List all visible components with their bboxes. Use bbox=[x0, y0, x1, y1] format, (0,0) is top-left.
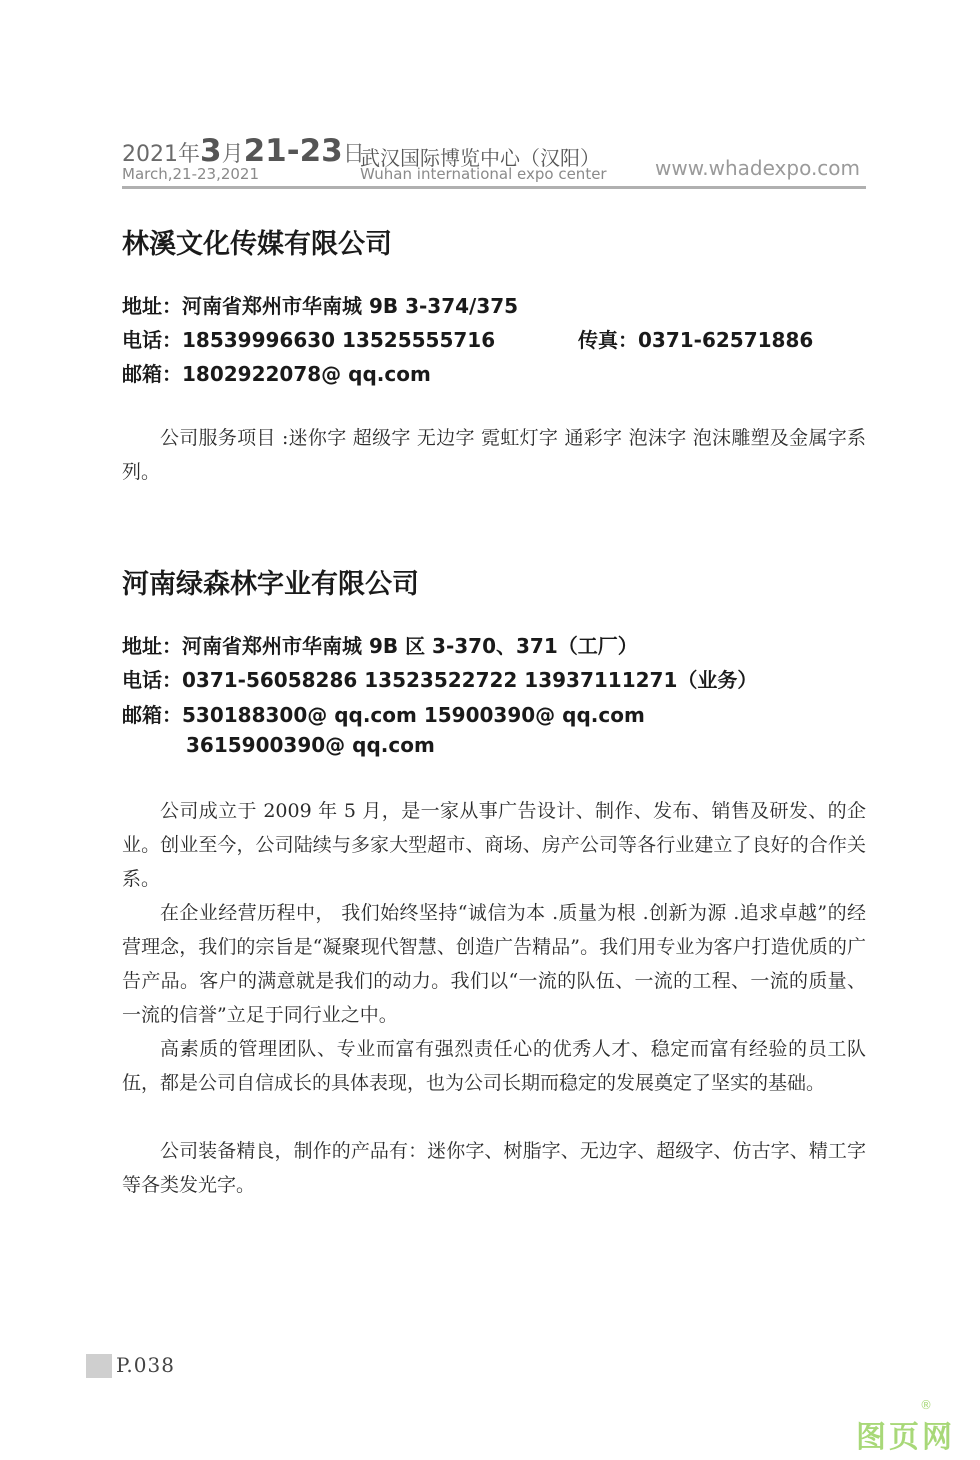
company1-services: 公司服务项目 :迷你字 超级字 无边字 霓虹灯字 通彩字 泡沫字 泡沫雕塑及金属字系列。 bbox=[122, 427, 866, 483]
page-number-marker bbox=[86, 1354, 112, 1378]
event-venue-en: Wuhan international expo center bbox=[360, 165, 607, 183]
company2-paragraph: 在企业经营历程中， 我们始终坚持“诚信为本 .质量为根 .创新为源 .追求卓越”的经营理念，我们的宗旨是“凝聚现代智慧、创造广告精品”。我们用专业为客户打造优质的广告产品。客户的满意就是我们的动力。我们以“一流的队伍、一流的工程、一流的质量、一流的信誉”立足于同行业之中。 bbox=[122, 902, 866, 1026]
event-website[interactable]: www.whadexpo.com bbox=[655, 156, 861, 180]
company2-paragraph: 高素质的管理团队、专业而富有强烈责任心的优秀人才、稳定而富有经验的员工队伍，都是公司自信成长的具体表现，也为公司长期而稳定的发展奠定了坚实的基础。 bbox=[122, 1038, 866, 1094]
watermark-logo: 图页网 bbox=[856, 1420, 955, 1455]
company1-name: 林溪文化传媒有限公司 bbox=[122, 229, 392, 260]
company2-phone: 电话：0371-56058286 13523522722 13937111271（业务） bbox=[122, 668, 758, 692]
event-date-en: March,21-23,2021 bbox=[122, 165, 260, 183]
event-venue: 武汉国际博览中心（汉阳） bbox=[360, 146, 600, 170]
header-divider bbox=[122, 186, 866, 189]
company2-paragraph: 公司成立于 2009 年 5 月，是一家从事广告设计、制作、发布、销售及研发、的企业。创业至今，公司陆续与多家大型超市、商场、房产公司等各行业建立了良好的合作关系。 bbox=[122, 800, 866, 890]
company2-paragraph: 公司装备精良，制作的产品有：迷你字、树脂字、无边字、超级字、仿古字、精工字等各类发光字。 bbox=[122, 1140, 866, 1196]
company1-address: 地址：河南省郑州市华南城 9B 3-374/375 bbox=[122, 294, 519, 318]
company1-phone: 电话：18539996630 13525555716 bbox=[122, 328, 496, 352]
company2-email-extra: 3615900390@ qq.com bbox=[186, 733, 435, 757]
event-date: 2021年3月21-23日 bbox=[122, 133, 365, 169]
page-number: P.038 bbox=[116, 1353, 175, 1377]
registered-mark: ® bbox=[920, 1398, 932, 1412]
company1-email: 邮箱：1802922078@ qq.com bbox=[122, 362, 431, 386]
company2-email: 邮箱：530188300@ qq.com 15900390@ qq.com bbox=[122, 703, 645, 727]
company2-address: 地址：河南省郑州市华南城 9B 区 3-370、371（工厂） bbox=[122, 634, 638, 658]
company1-fax: 传真：0371-62571886 bbox=[578, 328, 814, 352]
company2-name: 河南绿森林字业有限公司 bbox=[122, 569, 419, 600]
